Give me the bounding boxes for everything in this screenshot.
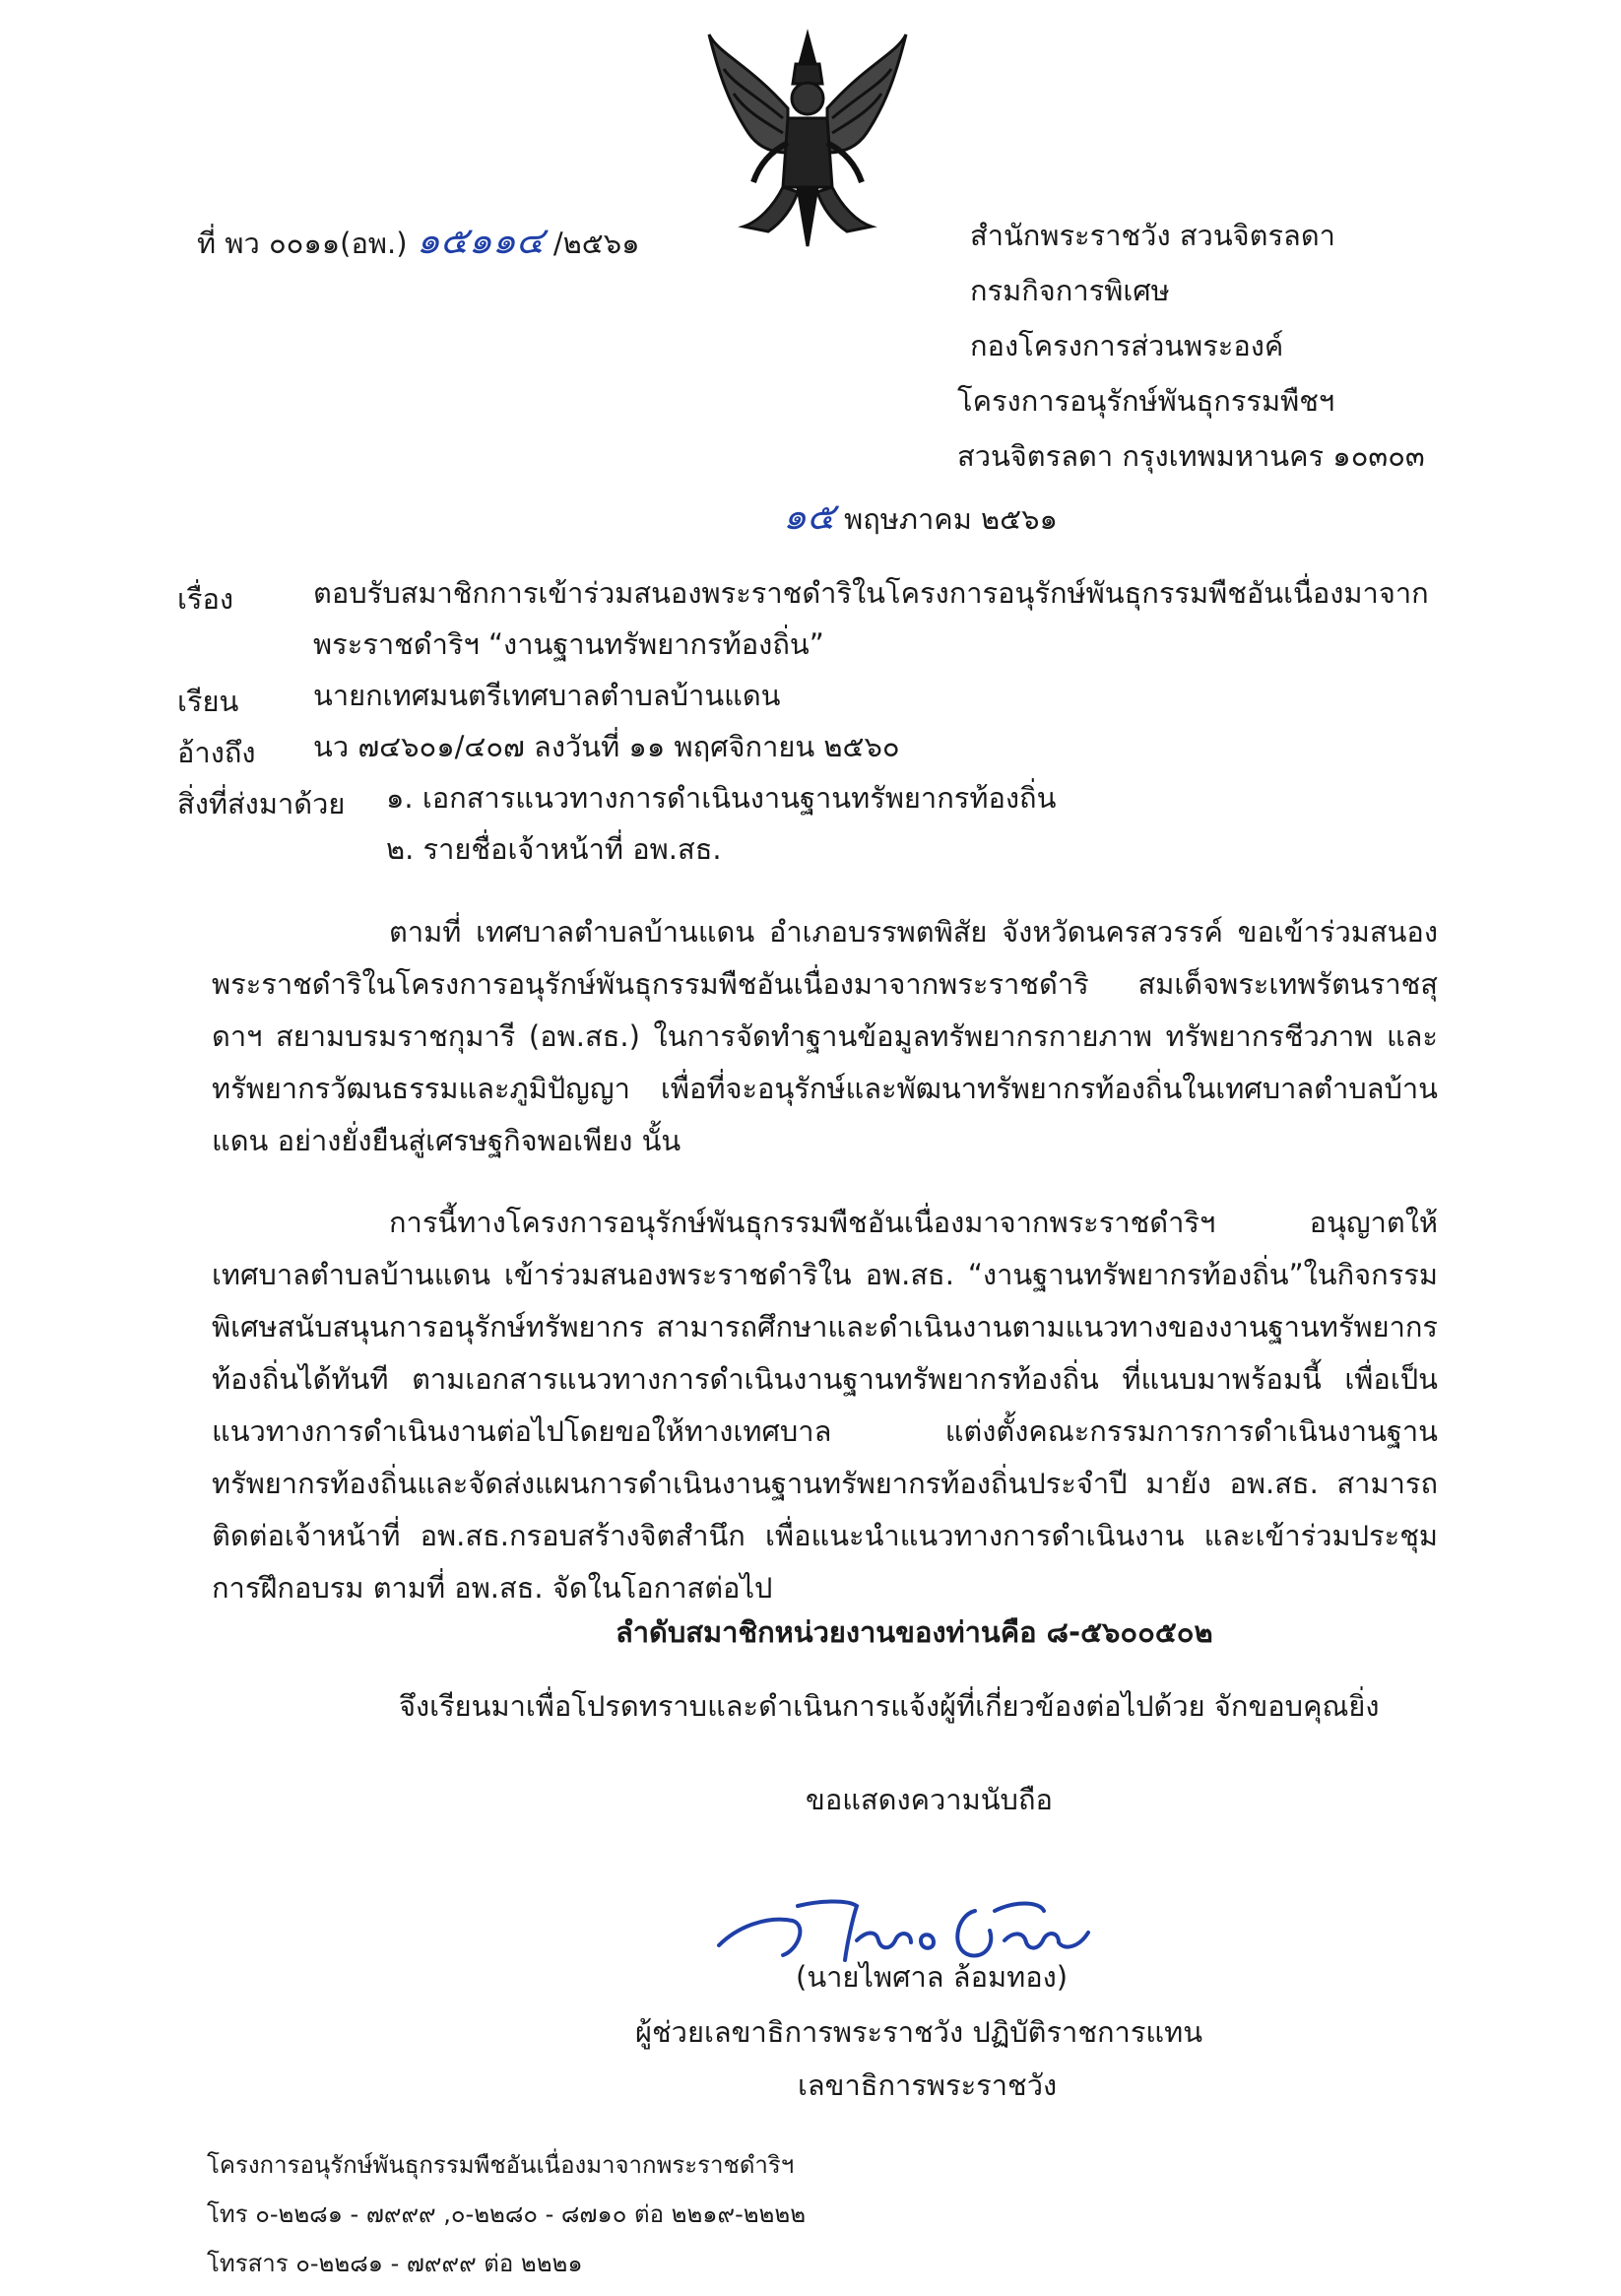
subject-line-2: พระราชดำริฯ “งานฐานทรัพยากรท้องถิ่น” [313,627,824,661]
reference-value: นว ๗๔๖๐๑/๔๐๗ ลงวันที่ ๑๑ พฤศจิกายน ๒๕๖๐ [313,730,900,763]
body-paragraph-2-text: การนี้ทางโครงการอนุรักษ์พันธุกรรมพืชอันเนื่องมาจากพระราชดำริฯ อนุญาตให้เทศบาลตำบลบ้านแดน เข้าร่วมสนองพระราชดำริใน อพ.สธ. “งานฐานทรัพยากรท้องถิ่น”ในกิจกรรมพิเศษสนับสนุนการอนุรักษ์ทรัพยากร สามารถศึกษาและดำเนินงานตามแนวทางของงานฐานทรัพยากรท้องถิ่นได้ทันที ตามเอกสารแนวทางการดำเนินงานฐานทรัพยากรท้องถิ่น ที่แนบมาพร้อมนี้ เพื่อเป็นแนวทางการดำเนินงานต่อไปโดยขอให้ทางเทศบาล แต่งตั้งคณะกรรมการการดำเนินงานฐานทรัพยากรท้องถิ่นและจัดส่งแผนการดำเนินงานฐานทรัพยากรท้องถิ่นประจำปี มายัง อพ.สธ. สามารถติดต่อเจ้าหน้าที่ อพ.สธ.กรอบสร้างจิตสำนึก เพื่อแนะนำแนวทางการดำเนินงาน และเข้าร่วมประชุม การฝึกอบรม ตามที่ อพ.สธ. จัดในโอกาสต่อไป [212,1206,1438,1605]
signatory-position-2: เลขาธิการพระราชวัง [798,2068,1058,2102]
signatory-name: (นายไพศาล ล้อมทอง) [796,1960,1069,1994]
reference-handwritten-number: ๑๕๑๑๔ [416,219,545,262]
sender-address-line-3: กองโครงการส่วนพระองค์ [970,329,1284,362]
sender-address-line-5: สวนจิตรลดา กรุงเทพมหานคร ๑๐๓๐๓ [957,439,1425,473]
reference-label: อ้างถึง [177,736,256,769]
date-month-year: พฤษภาคม ๒๕๖๑ [844,502,1058,536]
footer-phone: โทร ๐-๒๒๘๑ - ๗๙๙๙ ,๐-๒๒๘๐ - ๘๗๑๐ ต่อ ๒๒๑๙-๒๒๒๒ [207,2200,807,2228]
closing-request: จึงเรียนมาเพื่อโปรดทราบและดำเนินการแจ้งผู้ที่เกี่ยวข้องต่อไปด้วย จักขอบคุณยิ่ง [399,1689,1380,1723]
body-paragraph-1 [212,906,1438,1167]
footer-organization: โครงการอนุรักษ์พันธุกรรมพืชอันเนื่องมาจากพระราชดำริฯ [207,2151,795,2179]
enclosure-label: สิ่งที่ส่งมาด้วย [177,787,346,820]
subject-label: เรื่อง [177,582,234,616]
letter-date [783,494,1058,540]
closing-salutation: ขอแสดงความนับถือ [806,1783,1053,1816]
enclosure-item-1: ๑. เอกสารแนวทางการดำเนินงานฐานทรัพยากรท้องถิ่น [386,781,1057,815]
sender-address-line-2: กรมกิจการพิเศษ [970,274,1170,307]
body-paragraph-1-text: ตามที่ เทศบาลตำบลบ้านแดน อำเภอบรรพตพิสัย จังหวัดนครสวรรค์ ขอเข้าร่วมสนองพระราชดำริในโครงการอนุรักษ์พันธุกรรมพืชอันเนื่องมาจากพระราชดำริ สมเด็จพระเทพรัตนราชสุดาฯ สยามบรมราชกุมารี (อพ.สธ.) ในการจัดทำฐานข้อมูลทรัพยากรกายภาพ ทรัพยากรชีวภาพ และทรัพยากรวัฒนธรรมและภูมิปัญญา เพื่อที่จะอนุรักษ์และพัฒนาทรัพยากรท้องถิ่นในเทศบาลตำบลบ้านแดน อย่างยั่งยืนสู่เศรษฐกิจพอเพียง นั้น [212,915,1438,1157]
sender-address-line-4: โครงการอนุรักษ์พันธุกรรมพืชฯ [957,384,1335,418]
sender-address-line-1: สำนักพระราชวัง สวนจิตรลดา [970,219,1335,252]
to-value: นายกเทศมนตรีเทศบาลตำบลบ้านแดน [313,679,781,712]
reference-number [197,219,640,264]
footer-fax: โทรสาร ๐-๒๒๘๑ - ๗๙๙๙ ต่อ ๒๒๒๑ [207,2250,583,2277]
signatory-position-1: ผู้ช่วยเลขาธิการพระราชวัง ปฏิบัติราชการแทน [635,2015,1203,2049]
reference-prefix: ที่ พว ๐๐๑๑(อพ.) [197,227,408,260]
subject-line-1: ตอบรับสมาชิกการเข้าร่วมสนองพระราชดำริในโครงการอนุรักษ์พันธุกรรมพืชอันเนื่องมาจาก [313,576,1429,610]
garuda-emblem-icon [689,25,926,251]
member-number-line: ลำดับสมาชิกหน่วยงานของท่านคือ ๘-๕๖๐๐๕๐๒ [616,1615,1213,1649]
to-label: เรียน [177,685,239,718]
body-paragraph-2 [212,1197,1438,1614]
date-day-handwritten: ๑๕ [783,494,835,538]
enclosure-item-2: ๒. รายชื่อเจ้าหน้าที่ อพ.สธ. [386,832,722,866]
reference-suffix: /๒๕๖๑ [552,227,640,260]
